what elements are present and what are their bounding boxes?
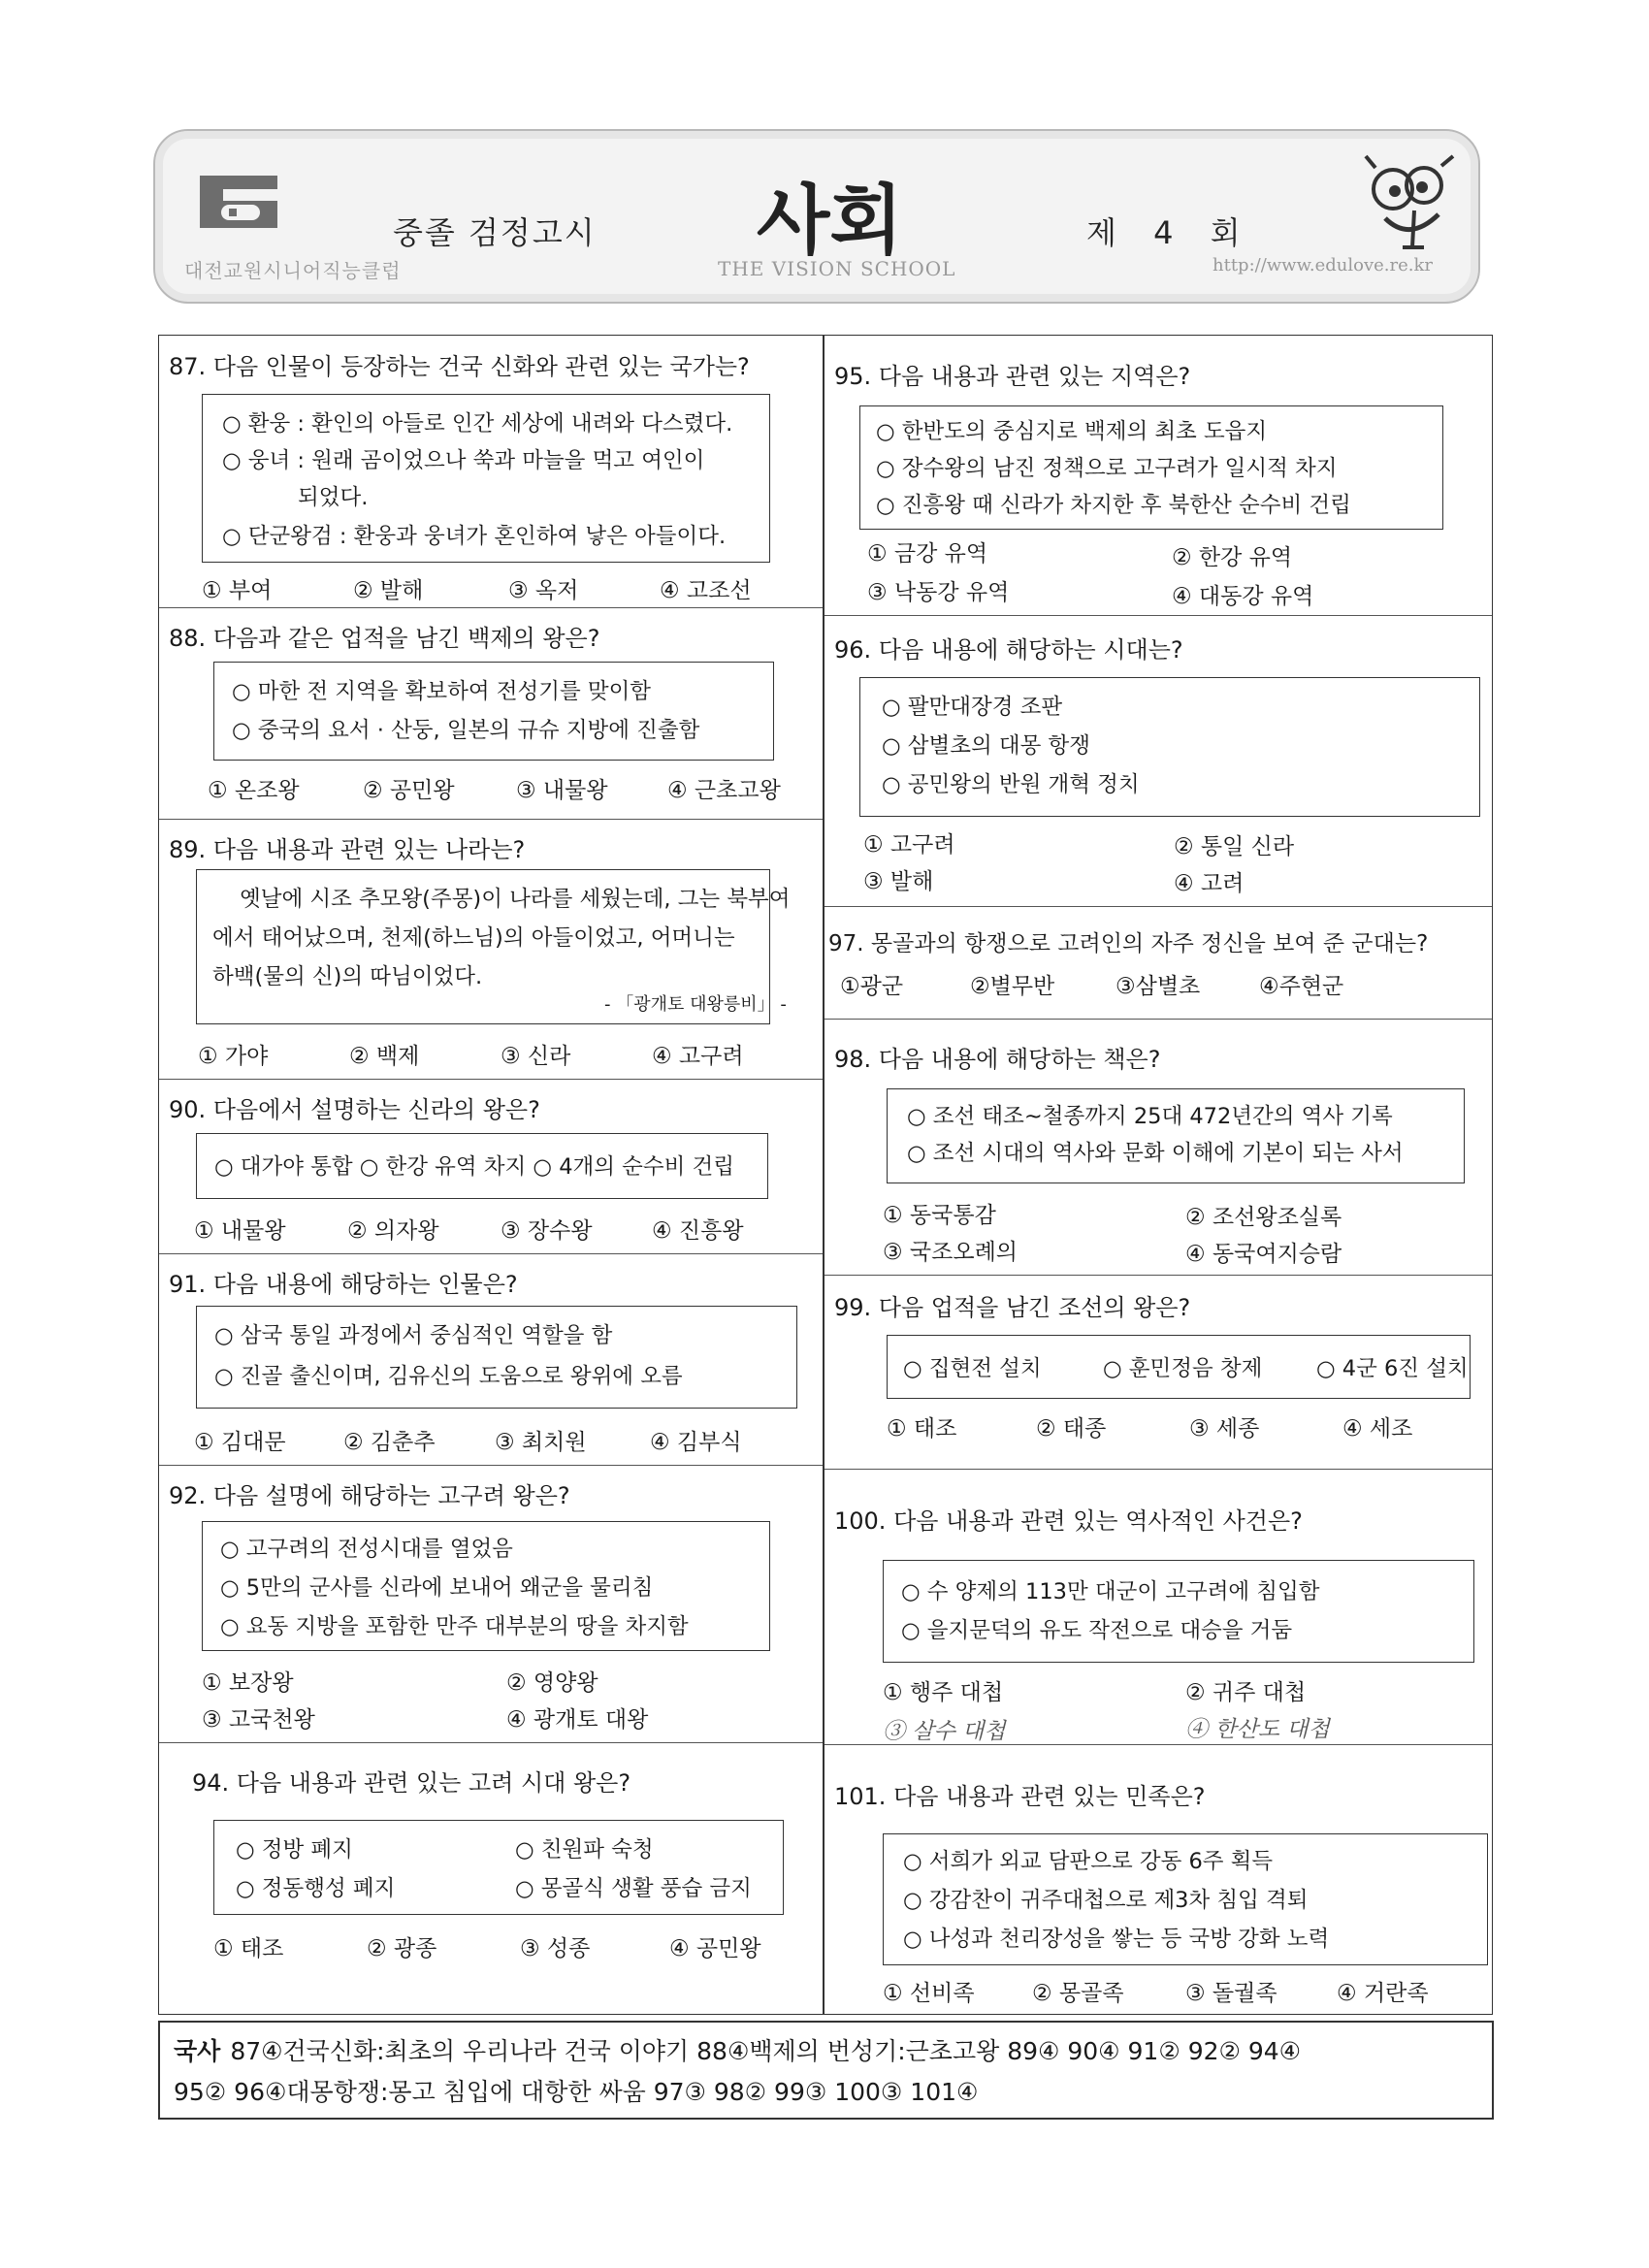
question-title: 101. 다음 내용과 관련 있는 민족은? (834, 1783, 1206, 1810)
option-2[interactable]: ② 한강 유역 (1172, 545, 1293, 570)
passage-line: 에서 태어났으며, 천제(하느님)의 아들이었고, 어머니는 (212, 925, 735, 951)
option-1[interactable]: ① 행주 대첩 (883, 1680, 1004, 1705)
question-title: 96. 다음 내용에 해당하는 시대는? (834, 636, 1183, 664)
option-1[interactable]: ① 태조 (887, 1416, 957, 1442)
option-2[interactable]: ② 김춘추 (343, 1430, 436, 1455)
passage-line: ○ 환웅 : 환인의 아들로 인간 세상에 내려와 다스렸다. (222, 411, 733, 437)
exam-round: 제 4 회 (1086, 214, 1254, 251)
passage-line: ○ 강감찬이 귀주대첩으로 제3차 침입 격퇴 (903, 1888, 1309, 1913)
passage-line: ○ 집현전 설치 (903, 1356, 1042, 1381)
passage-line: ○ 고구려의 전성시대를 열었음 (220, 1537, 513, 1562)
mascot-icon (1356, 150, 1463, 257)
option-3[interactable]: ③ 최치원 (495, 1430, 587, 1455)
question-97 (824, 906, 1492, 1020)
option-1[interactable]: ① 보장왕 (202, 1670, 294, 1696)
option-1[interactable]: ① 고구려 (863, 832, 955, 858)
option-2[interactable]: ② 의자왕 (347, 1218, 439, 1244)
option-4[interactable]: ④주현군 (1259, 974, 1344, 999)
right-column (824, 335, 1493, 2015)
passage-line: 하백(물의 신)의 따님이었다. (212, 964, 483, 989)
answer-line-1 (174, 2032, 1301, 2067)
option-2[interactable]: ② 발해 (353, 578, 424, 603)
passage-line: ○ 웅녀 : 원래 곰이었으나 쑥과 마늘을 먹고 여인이 (222, 448, 705, 473)
question-passage (202, 394, 770, 563)
option-4[interactable]: ④ 고구려 (652, 1044, 744, 1069)
option-4[interactable]: ④ 공민왕 (669, 1936, 761, 1961)
option-3[interactable]: ③ 세종 (1189, 1416, 1260, 1442)
passage-source: - 「광개토 대왕릉비」 - (604, 994, 787, 1015)
option-2[interactable]: ② 공민왕 (363, 778, 455, 803)
passage-line: ○ 조선 태조~철종까지 25대 472년간의 역사 기록 (907, 1104, 1393, 1129)
passage-line: ○ 단군왕검 : 환웅과 웅녀가 혼인하여 낳은 아들이다. (222, 524, 727, 549)
question-passage (196, 1306, 797, 1409)
question-passage (859, 677, 1480, 817)
passage-line: ○ 한반도의 중심지로 백제의 최초 도읍지 (876, 419, 1268, 444)
option-2[interactable]: ② 태종 (1036, 1416, 1107, 1442)
passage-line: ○ 서희가 외교 담판으로 강동 6주 획득 (903, 1849, 1274, 1874)
answer-text: 87④건국신화:최초의 우리나라 건국 이야기 88④백제의 번성기:근초고왕 89④ 90④ 91② 92② 94④ (230, 2037, 1302, 2065)
question-98 (824, 1019, 1492, 1276)
passage-line: ○ 나성과 천리장성을 쌓는 등 국방 강화 노력 (903, 1927, 1330, 1952)
option-1[interactable]: ① 선비족 (883, 1981, 975, 2006)
question-title: 95. 다음 내용과 관련 있는 지역은? (834, 363, 1191, 390)
option-3[interactable]: ③삼별초 (1116, 974, 1201, 999)
question-passage (196, 1133, 768, 1199)
question-87 (159, 336, 823, 608)
question-title: 98. 다음 내용에 해당하는 책은? (834, 1046, 1161, 1073)
question-99 (824, 1275, 1492, 1470)
passage-line: ○ 정방 폐지 (236, 1837, 353, 1863)
passage-line: ○ 팔만대장경 조판 (882, 695, 1063, 720)
question-95 (824, 336, 1492, 616)
option-3[interactable]: ③ 국조오례의 (883, 1240, 1018, 1265)
option-4[interactable]: ④ 세조 (1342, 1416, 1413, 1442)
question-title: 91. 다음 내용에 해당하는 인물은? (169, 1271, 518, 1298)
option-1[interactable]: ① 태조 (213, 1936, 284, 1961)
passage-line: ○ 대가야 통합 ○ 한강 유역 차지 ○ 4개의 순수비 건립 (214, 1154, 734, 1180)
question-passage (887, 1088, 1465, 1183)
option-3[interactable]: ③ 낙동강 유역 (867, 580, 1010, 605)
question-title: 97. 몽골과의 항쟁으로 고려인의 자주 정신을 보여 준 군대는? (828, 931, 1429, 956)
left-column (158, 335, 824, 2015)
answer-line-2: 95② 96④대몽항쟁:몽고 침입에 대항한 싸움 97③ 98② 99③ 100③ 101④ (174, 2078, 979, 2106)
option-2[interactable]: ② 귀주 대첩 (1185, 1680, 1307, 1705)
question-title: 99. 다음 업적을 남긴 조선의 왕은? (834, 1294, 1191, 1321)
option-2[interactable]: ② 통일 신라 (1174, 834, 1295, 859)
passage-line: ○ 마한 전 지역을 확보하여 전성기를 맞이함 (232, 679, 652, 704)
passage-line: 되었다. (298, 485, 369, 510)
option-2[interactable]: ②별무반 (970, 974, 1055, 999)
club-logo-icon (194, 172, 283, 232)
option-4[interactable]: ④ 진흥왕 (652, 1218, 744, 1244)
option-1[interactable]: ① 온조왕 (208, 778, 300, 803)
question-title: 90. 다음에서 설명하는 신라의 왕은? (169, 1096, 540, 1123)
option-3[interactable]: ③ 장수왕 (501, 1218, 593, 1244)
option-4[interactable]: ④ 한산도 대첩 (1185, 1717, 1330, 1742)
subject-title: 사회 (757, 177, 903, 265)
passage-line: ○ 수 양제의 113만 대군이 고구려에 침입함 (901, 1579, 1320, 1604)
question-92 (159, 1465, 823, 1743)
question-passage (213, 1820, 784, 1915)
question-title: 88. 다음과 같은 업적을 남긴 백제의 왕은? (169, 625, 600, 652)
option-4[interactable]: ④ 동국여지승람 (1185, 1242, 1342, 1267)
option-1[interactable]: ① 금강 유역 (867, 541, 988, 567)
question-passage (883, 1560, 1474, 1663)
option-4[interactable]: ④ 김부식 (650, 1430, 742, 1455)
answer-key (158, 2021, 1494, 2120)
question-96 (824, 615, 1492, 907)
question-passage (859, 405, 1443, 530)
option-3[interactable]: ③ 발해 (863, 869, 934, 894)
option-3[interactable]: ③ 살수 대첩 (883, 1719, 1006, 1744)
question-89 (159, 819, 823, 1080)
passage-line: ○ 정동행성 폐지 (236, 1876, 396, 1901)
school-name: THE VISION SCHOOL (718, 257, 956, 280)
option-1[interactable]: ①광군 (840, 974, 904, 999)
question-title: 100. 다음 내용과 관련 있는 역사적인 사건은? (834, 1507, 1303, 1535)
option-1[interactable]: ① 동국통감 (883, 1203, 996, 1228)
option-3[interactable]: ③ 돌궐족 (1185, 1981, 1277, 2006)
passage-line: ○ 5만의 군사를 신라에 보내어 왜군을 물리침 (220, 1575, 654, 1601)
question-passage (887, 1335, 1471, 1399)
passage-line: ○ 조선 시대의 역사와 문화 이해에 기본이 되는 사서 (907, 1141, 1404, 1166)
website-url: http://www.edulove.re.kr (1212, 255, 1433, 275)
option-3[interactable]: ③ 내물왕 (516, 778, 608, 803)
option-4[interactable]: ④ 고조선 (660, 578, 752, 603)
option-2[interactable]: ② 광종 (367, 1936, 437, 1961)
question-91 (159, 1253, 823, 1466)
passage-line: ○ 진골 출신이며, 김유신의 도움으로 왕위에 오름 (214, 1364, 683, 1389)
question-title: 87. 다음 인물이 등장하는 건국 신화와 관련 있는 국가는? (169, 353, 750, 380)
option-3[interactable]: ③ 신라 (501, 1044, 571, 1069)
passage-line: ○ 삼국 통일 과정에서 중심적인 역할을 함 (214, 1323, 613, 1348)
option-4[interactable]: ④ 거란족 (1337, 1981, 1429, 2006)
option-4[interactable]: ④ 대동강 유역 (1172, 584, 1314, 609)
option-2[interactable]: ② 백제 (349, 1044, 420, 1069)
question-passage (196, 869, 791, 1024)
passage-line: ○ 을지문덕의 유도 작전으로 대승을 거둠 (901, 1618, 1293, 1643)
option-1[interactable]: ① 내물왕 (194, 1218, 286, 1244)
option-3[interactable]: ③ 옥저 (508, 578, 579, 603)
question-90 (159, 1079, 823, 1254)
option-2[interactable]: ② 조선왕조실록 (1185, 1205, 1342, 1230)
question-passage (883, 1833, 1488, 1965)
option-2[interactable]: ② 영양왕 (506, 1670, 598, 1696)
passage-line: ○ 중국의 요서 · 산둥, 일본의 규슈 지방에 진출함 (232, 718, 700, 743)
option-3[interactable]: ③ 성종 (520, 1936, 591, 1961)
option-4[interactable]: ④ 고려 (1174, 871, 1245, 896)
option-4[interactable]: ④ 광개토 대왕 (506, 1707, 649, 1733)
question-101 (824, 1744, 1492, 2014)
question-title: 94. 다음 내용과 관련 있는 고려 시대 왕은? (192, 1769, 631, 1797)
answer-tag: 국사 (174, 2037, 221, 2065)
passage-line: ○ 진흥왕 때 신라가 차지한 후 북한산 순수비 건립 (876, 493, 1351, 518)
question-passage (213, 662, 774, 761)
header-banner (153, 129, 1480, 304)
question-title: 92. 다음 설명에 해당하는 고구려 왕은? (169, 1482, 570, 1509)
question-passage (202, 1521, 770, 1651)
passage-line: ○ 훈민정음 창제 (1103, 1356, 1263, 1381)
passage-line: ○ 4군 6진 설치 (1316, 1356, 1469, 1381)
passage-line: ○ 몽골식 생활 풍습 금지 (515, 1876, 752, 1901)
option-1[interactable]: ① 김대문 (194, 1430, 286, 1455)
option-1[interactable]: ① 부여 (202, 578, 273, 603)
option-4[interactable]: ④ 근초고왕 (667, 778, 781, 803)
club-name: 대전교원시니어직능클럽 (184, 259, 402, 282)
question-88 (159, 607, 823, 820)
passage-line: ○ 요동 지방을 포함한 만주 대부분의 땅을 차지함 (220, 1614, 689, 1639)
passage-line: ○ 공민왕의 반원 개혁 정치 (882, 772, 1140, 797)
question-100 (824, 1469, 1492, 1745)
option-1[interactable]: ① 가야 (198, 1044, 269, 1069)
passage-line: ○ 장수왕의 남진 정책으로 고구려가 일시적 차지 (876, 456, 1338, 481)
passage-line: ○ 삼별초의 대몽 항쟁 (882, 733, 1090, 759)
passage-line: ○ 친원파 숙청 (515, 1837, 654, 1863)
passage-line: 옛날에 시조 추모왕(주몽)이 나라를 세웠는데, 그는 북부여 (240, 887, 791, 912)
option-3[interactable]: ③ 고국천왕 (202, 1707, 315, 1733)
question-title: 89. 다음 내용과 관련 있는 나라는? (169, 836, 526, 863)
option-2[interactable]: ② 몽골족 (1032, 1981, 1124, 2006)
exam-name: 중졸 검정고시 (393, 214, 597, 251)
question-94 (159, 1742, 823, 2014)
